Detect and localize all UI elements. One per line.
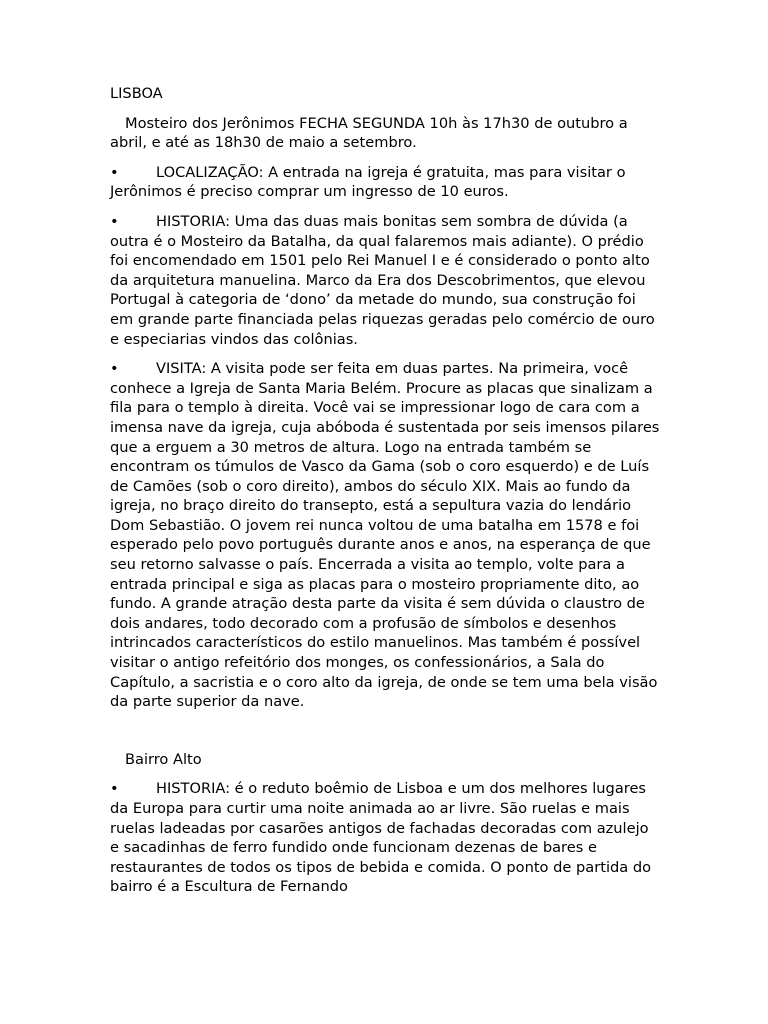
bullet-icon: • [110, 212, 119, 230]
bullet-item-historia [110, 212, 662, 349]
bullet-item-visita [110, 359, 662, 712]
bullet-item-text: HISTORIA: é o reduto boêmio de Lisboa e um dos melhores lugares da Europa para curtir uma noite animada ao ar livre. São ruelas e mais ruelas ladeadas por casarões antigos de fachadas decoradas com azulejo e sacadinhas de ferro fundido onde funcionam dezenas de bares e restaurantes de todos os tipos de bebida e comida. O ponto de partida do bairro é a Escultura de Fernando [110, 780, 652, 896]
bullet-icon: • [110, 780, 119, 798]
section-heading-bairro-alto [110, 750, 662, 770]
bullet-item-historia-bairro [110, 779, 662, 897]
bullet-icon: • [110, 163, 119, 181]
bullet-icon: • [110, 360, 119, 378]
section-spacer [110, 722, 662, 750]
section-heading-text: Bairro Alto [125, 750, 202, 768]
bullet-item-text: LOCALIZAÇÃO: A entrada na igreja é gratuita, mas para visitar o Jerônimos é preciso comprar um ingresso de 10 euros. [110, 163, 626, 201]
document-title: LISBOA [110, 85, 163, 102]
section-heading-text: Mosteiro dos Jerônimos FECHA SEGUNDA 10h às 17h30 de outubro a abril, e até as 18h30 de maio a setembro. [110, 114, 628, 152]
bullet-item-localizacao [110, 163, 662, 202]
section-heading-jeronimos [110, 114, 662, 153]
bullet-item-text: HISTORIA: Uma das duas mais bonitas sem sombra de dúvida (a outra é o Mosteiro da Batalha, da qual falaremos mais adiante). O prédio foi encomendado em 1501 pelo Rei Manuel I e é considerado o ponto alto da arquitetura manuelina. Marco da Era dos Descobrimentos, que elevou Portugal à categoria de ‘dono’ da metade do mundo, sua construção foi em grande parte financiada pelas riquezas geradas pelo comércio de ouro e especiarias vindos das colônias. [110, 212, 655, 348]
document-page [110, 84, 662, 907]
bullet-item-text: VISITA: A visita pode ser feita em duas partes. Na primeira, você conhece a Igreja de Santa Maria Belém. Procure as placas que sinalizam a fila para o templo à direita. Você vai se impressionar logo de cara com a imensa nave da igreja, cuja abóboda é sustentada por seis imensos pilares que a erguem a 30 metros de altura. Logo na entrada também se encontram os túmulos de Vasco da Gama (sob o coro esquerdo) e de Luís de Camões (sob o coro direito), ambos do século XIX. Mais ao fundo da igreja, no braço direito do transepto, está a sepultura vazia do lendário Dom Sebastião. O jovem rei nunca voltou de uma batalha em 1578 e foi esperado pelo povo português durante anos e anos, na esperança de que seu retorno salvasse o país. Encerrada a visita ao templo, volte para a entrada principal e siga as placas para o mosteiro propriamente dito, ao fundo. A grande atração desta parte da visita é sem dúvida o claustro de dois andares, todo decorado com a profusão de símbolos e desenhos intrincados característicos do estilo manuelinos. Mas também é possível visitar o antigo refeitório dos monges, os confessionários, a Sala do Capítulo, a sacristia e o coro alto da igreja, de onde se tem uma bela visão da parte superior da nave. [110, 360, 660, 711]
